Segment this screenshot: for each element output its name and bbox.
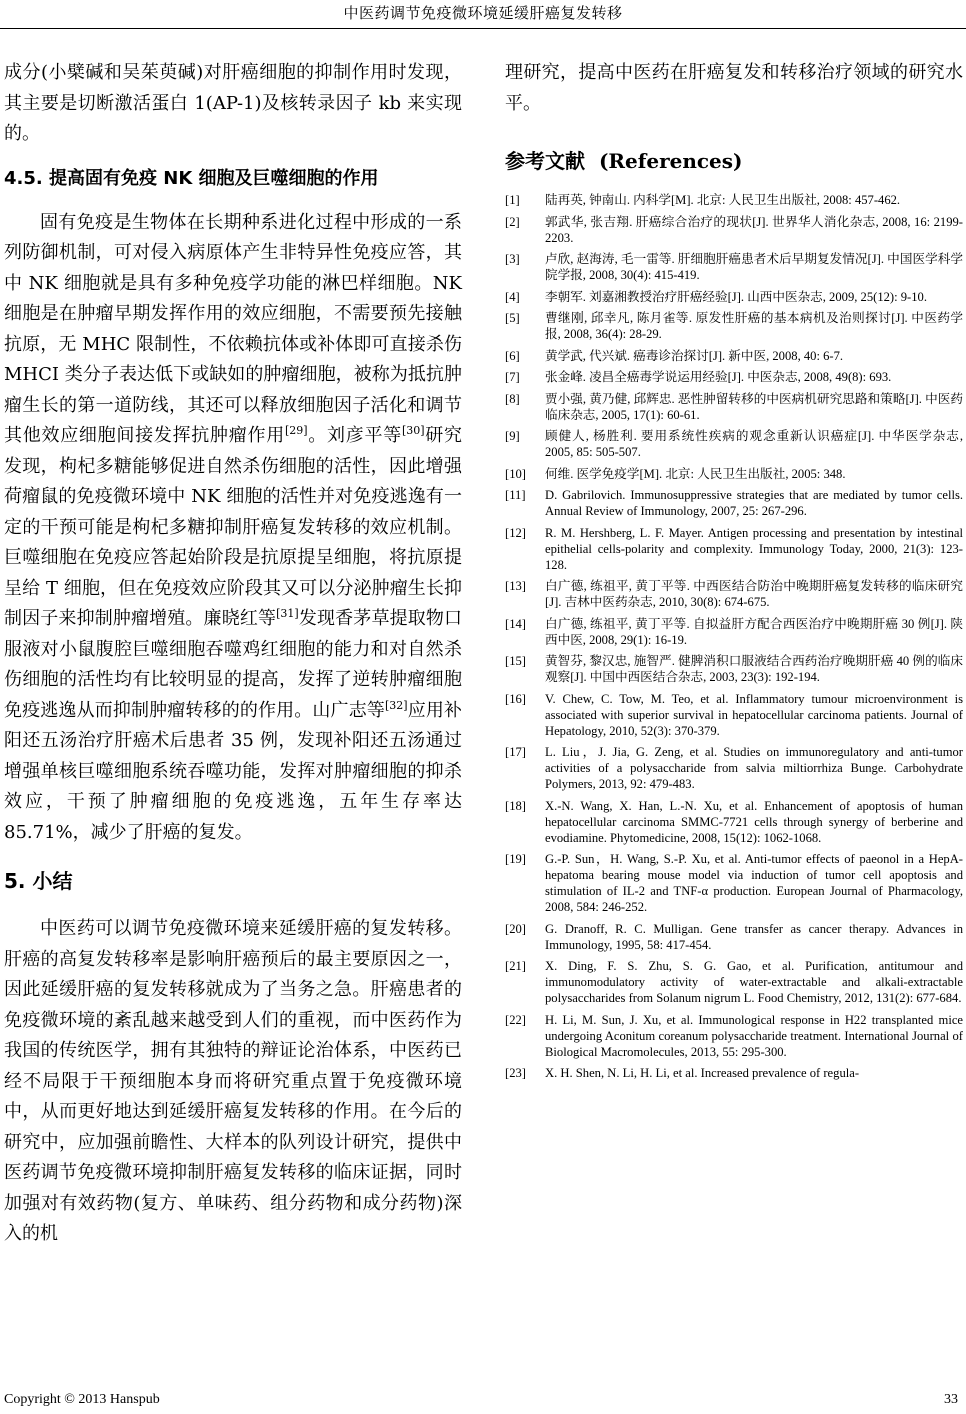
reference-number: [20]: [505, 921, 526, 936]
reference-number: [11]: [505, 488, 526, 502]
reference-number: [22]: [505, 1012, 526, 1027]
reference-number: [5]: [505, 311, 520, 325]
reference-number: [6]: [505, 348, 520, 363]
reference-item: [505, 214, 963, 246]
section-5-heading: 5. 小结: [4, 869, 73, 893]
references-heading: [505, 145, 963, 174]
reference-text: G.-P. Sun，H. Wang, S.-P. Xu, et al. Anti-tumor effects of paeonol in a HepA-hepatoma bearing mouse model via induction of tumor cell apoptosis and stimulation of IL-2 and TNF-α production. European Journal of Pharmacology, 2008, 584: 246-252.: [545, 852, 963, 914]
reference-number: [4]: [505, 289, 520, 304]
reference-number: [18]: [505, 798, 526, 813]
continued-paragraph: 成分(小檗碱和吴茱萸碱)对肝癌细胞的抑制作用时发现，其主要是切断激活蛋白 1(AP-1)及核转录因子 kb 来实现的。: [4, 62, 462, 144]
reference-text: X. H. Shen, N. Li, H. Li, et al. Increased prevalence of regula-: [545, 1066, 860, 1080]
reference-item: [505, 192, 963, 208]
reference-list: [505, 192, 963, 1081]
reference-text: 黄学武, 代兴斌. 癌毒诊治探讨[J]. 新中医, 2008, 40: 6-7.: [545, 348, 844, 363]
references-title-en: (References): [598, 149, 743, 173]
reference-item: [505, 578, 963, 610]
reference-text: 白广德, 练祖平, 黄丁平等. 中西医结合防治中晚期肝癌复发转移的临床研究[J]. 吉林中医药杂志, 2010, 30(8): 674-675.: [545, 579, 963, 609]
reference-number: [21]: [505, 959, 526, 973]
reference-text: 顾健人, 杨胜利. 要用系统性疾病的观念重新认识癌症[J]. 中华医学杂志, 2005, 85: 505-507.: [545, 429, 963, 459]
reference-item: [505, 310, 963, 342]
reference-item: [505, 525, 963, 573]
reference-text: D. Gabrilovich. Immunosuppressive strategies that are mediated by tumor cells. Annual Review of Immunology, 2007, 25: 267-296.: [545, 488, 963, 518]
reference-item: [505, 921, 963, 953]
citation-29: [29]: [284, 424, 308, 437]
reference-text: 张金峰. 凌昌全癌毒学说运用经验[J]. 中医杂志, 2008, 49(8): 693.: [545, 370, 892, 384]
para-text: 应用补阳还五汤治疗肝癌术后患者 35 例，发现补阳还五汤通过增强单核巨噬细胞系统吞噬功能，发挥对肿瘤细胞的抑杀效应，干预了肿瘤细胞的免疫逃逸，五年生存率达 85.71%，减少了肝癌的复发。: [4, 699, 463, 843]
para-text: 。刘彦平等: [307, 425, 402, 446]
reference-number: [10]: [505, 466, 526, 481]
reference-number: [3]: [505, 252, 520, 266]
reference-item: [505, 369, 963, 385]
reference-text: H. Li, M. Sun, J. Xu, et al. Immunological response in H22 transplanted mice undergoing Aconitum coreanum polysaccharide treatment. International Journal of Biological Macromolecules, 2013, 55: 295-300.: [545, 1012, 963, 1059]
right-column: [505, 58, 963, 1087]
reference-item: [505, 466, 963, 482]
reference-item: [505, 616, 963, 648]
reference-text: X.-N. Wang, X. Han, L.-N. Xu, et al. Enhancement of apoptosis of human hepatocellular carcinoma SMMC-7721 cells through synergy of berberine and evodiamine. Phytomedicine, 2008, 15(12): 1062-1068.: [545, 798, 963, 845]
reference-text: X. Ding, F. S. Zhu, S. G. Gao, et al. Purification, antitumour and immunomodulatory activity of water-extractable and alkali-extractable polysaccharides from Solanum nigrum L. Food Chemistry, 2012, 131(2): 677-684.: [545, 959, 963, 1005]
reference-number: [8]: [505, 391, 520, 406]
reference-item: [505, 1012, 963, 1060]
reference-item: [505, 958, 963, 1006]
reference-item: [505, 348, 963, 364]
reference-text: V. Chew, C. Tow, M. Teo, et al. Inflammatory tumour microenvironment is associated with superior survival in hepatocellular carcinoma patients. Journal of Hepatology, 2010, 52(3): 370-379.: [545, 691, 963, 738]
paragraph-summary: 中医药可以调节免疫微环境来延缓肝癌的复发转移。肝癌的高复发转移率是影响肝癌预后的最主要原因之一，因此延缓肝癌的复发转移就成为了当务之急。肝癌患者的免疫微环境的紊乱越来越受到人们的重视，而中医药作为我国的传统医学，拥有其独特的辩证论治体系，中医药已经不局限于干预细胞本身而将研究重点置于免疫微环境中，从而更好地达到延缓肝癌复发转移的作用。在今后的研究中，应加强前瞻性、大样本的队列设计研究，提供中医药调节免疫微环境抑制肝癌复发转移的临床证据，同时加强对有效药物(复方、单味药、组分药物和成分药物)深入的机: [4, 918, 462, 1244]
running-header: 中医药调节免疫微环境延缓肝癌复发转移: [343, 4, 623, 22]
reference-number: [16]: [505, 691, 526, 706]
reference-item: [505, 653, 963, 685]
reference-number: [17]: [505, 745, 526, 759]
paragraph-innate-immunity: [4, 208, 462, 849]
reference-number: [19]: [505, 852, 526, 866]
reference-item: [505, 851, 963, 915]
reference-number: [9]: [505, 429, 520, 443]
reference-text: R. M. Hershberg, L. F. Mayer. Antigen processing and presentation by intestinal epithelial cells-polarity and complexity. Immunology Today, 2000, 21(3): 123-128.: [545, 525, 963, 572]
header-rule: [0, 28, 966, 29]
reference-text: G. Dranoff, R. C. Mulligan. Gene transfer as cancer therapy. Advances in Immunology, 1995, 58: 417-454.: [545, 921, 963, 952]
reference-text: 李朝军. 刘嘉湘教授治疗肝癌经验[J]. 山西中医杂志, 2009, 25(12): 9-10.: [545, 289, 927, 304]
para-text: 研究发现，枸杞多糖能够促进自然杀伤细胞的活性，因此增强荷瘤鼠的免疫微环境中 NK 细胞的活性并对免疫逃逸有一定的干预可能是枸杞多糖抑制肝癌复发转移的效应机制。巨噬细胞在免疫应答起始阶段是抗原提呈细胞，将抗原提呈给 T 细胞，但在免疫效应阶段其又可以分泌肿瘤生长抑制因子来抑制肿瘤增殖。廉晓红等: [4, 425, 463, 629]
reference-text: L. Liu，J. Jia, G. Zeng, et al. Studies on immunoregulatory and anti-tumor activities of a polysaccharide from salvia miltiorrhiza Bunge. Carbohydrate Polymers, 2013, 92: 479-483.: [545, 745, 963, 791]
reference-number: [1]: [505, 193, 520, 207]
references-title-cn: 参考文献: [505, 149, 585, 173]
reference-text: 黄智芬, 黎汉忠, 施智严. 健脾消积口服液结合西药治疗晚期肝癌 40 例的临床观察[J]. 中国中西医结合杂志, 2003, 23(3): 192-194.: [545, 654, 963, 684]
reference-item: [505, 1065, 963, 1081]
reference-number: [15]: [505, 654, 526, 668]
reference-text: 曹继刚, 邱幸凡, 陈月雀等. 原发性肝癌的基本病机及治则探讨[J]. 中医药学报, 2008, 36(4): 28-29.: [545, 311, 963, 341]
reference-number: [7]: [505, 370, 520, 384]
continued-paragraph-right: 理研究，提高中医药在肝癌复发和转移治疗领域的研究水平。: [505, 62, 963, 114]
para-text: 发现香茅草提取物口服液对小鼠腹腔巨噬细胞吞噬鸡红细胞的能力和对自然杀伤细胞的活性均有比较明显的提高，发挥了逆转肿瘤细胞免疫逃逸从而抑制肿瘤转移的的作用。山广志等: [4, 608, 463, 721]
reference-item: [505, 691, 963, 739]
reference-number: [2]: [505, 214, 520, 229]
reference-item: [505, 391, 963, 423]
section-4-5-heading: 4.5. 提高固有免疫 NK 细胞及巨噬细胞的作用: [4, 167, 379, 189]
reference-item: [505, 428, 963, 460]
reference-text: 卢欣, 赵海涛, 毛一雷等. 肝细胞肝癌患者术后早期复发情况[J]. 中国医学科学院学报, 2008, 30(4): 415-419.: [545, 252, 963, 282]
citation-31: [31]: [276, 607, 299, 620]
reference-text: 陆再英, 钟南山. 内科学[M]. 北京: 人民卫生出版社, 2008: 457-462.: [545, 193, 901, 207]
reference-item: [505, 289, 963, 305]
citation-30: [30]: [401, 424, 425, 437]
citation-32: [32]: [384, 698, 408, 712]
reference-item: [505, 798, 963, 846]
para-text: 固有免疫是生物体在长期种系进化过程中形成的一系列防御机制，可对侵入病原体产生非特异性免疫应答，其中 NK 细胞就是具有多种免疫学功能的淋巴样细胞。NK 细胞是在肿瘤早期发挥作用的效应细胞，不需要预先接触抗原，无 MHC 限制性，不依赖抗体或补体即可直接杀伤 MHCI 类分子表达低下或缺如的肿瘤细胞，被称为抵抗肿瘤生长的第一道防线，其还可以释放细胞因子活化和调节其他效应细胞间接发挥抗肿瘤作用: [4, 211, 462, 446]
reference-number: [13]: [505, 579, 526, 593]
reference-number: [14]: [505, 616, 526, 631]
reference-number: [23]: [505, 1066, 526, 1080]
reference-text: 白广德, 练祖平, 黄丁平等. 自拟益肝方配合西医治疗中晚期肝癌 30 例[J]. 陕西中医, 2008, 29(1): 16-19.: [545, 616, 963, 647]
page-number: 33: [944, 1392, 958, 1407]
reference-item: [505, 487, 963, 519]
reference-item: [505, 251, 963, 283]
reference-text: 何维. 医学免疫学[M]. 北京: 人民卫生出版社, 2005: 348.: [545, 466, 846, 481]
left-column: [4, 58, 462, 1250]
reference-item: [505, 744, 963, 792]
copyright-footer: Copyright © 2013 Hanspub: [4, 1392, 160, 1407]
reference-number: [12]: [505, 525, 526, 540]
reference-text: 郭武华, 张吉翔. 肝癌综合治疗的现状[J]. 世界华人消化杂志, 2008, 16: 2199-2203.: [545, 214, 963, 245]
reference-text: 贾小强, 黄乃健, 邱辉忠. 恶性肿留转移的中医病机研究思路和策略[J]. 中医药临床杂志, 2005, 17(1): 60-61.: [545, 391, 963, 422]
